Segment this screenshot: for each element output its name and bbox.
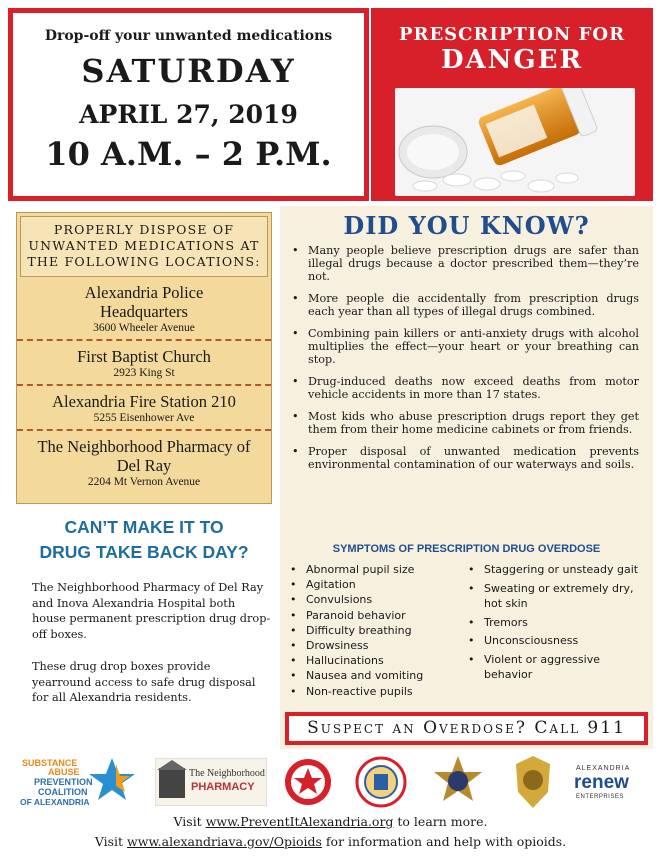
list-item: • Paranoid behavior [290, 608, 406, 622]
symptom-text: Sweating or extremely dry, hot skin [484, 581, 634, 610]
symptom-text: Non-reactive pupils [306, 684, 413, 698]
symptom-text: Unconsciousness [484, 634, 579, 648]
did-you-know-list [280, 244, 653, 471]
fact-text: Most kids who abuse prescription drugs report they get them from their home medicine cabinets or from friends. [308, 410, 639, 437]
sponsor-logos [0, 752, 661, 812]
police-badge-logo [512, 754, 554, 810]
list-item: • Staggering or unsteady gait [468, 563, 639, 576]
event-time: 10 A.M. – 2 P.M. [45, 135, 332, 173]
footer-text: for information and help with opioids. [321, 834, 567, 849]
locations-panel [16, 212, 272, 504]
logo-text: ABUSE [48, 767, 80, 777]
symptom-text: Drowsiness [306, 639, 369, 653]
list-item: • Proper disposal of unwanted medication prevents environmental contamination of our waterways and soils. [292, 444, 639, 472]
logo-text: PHARMACY [191, 781, 255, 793]
location-address: 5255 Eisenhower Ave [93, 412, 195, 424]
symptoms-title: SYMPTOMS OF PRESCRIPTION DRUG OVERDOSE [332, 543, 601, 555]
list-item: • Drowsiness [290, 639, 369, 653]
cant-make-it-line: DRUG TAKE BACK DAY? [39, 542, 249, 562]
list-item: • Many people believe prescription drugs are safer than illegal drugs because a doctor prescribed them—they’re not. [292, 244, 639, 284]
list-item: • Violent or aggressive behavior [468, 653, 600, 682]
location-name: The Neighborhood Pharmacy of Del Ray [37, 437, 251, 475]
locations-header [20, 216, 268, 277]
location-address: 2923 King St [113, 367, 175, 379]
list-item: • Convulsions [290, 593, 373, 607]
list-item: • Drug-induced deaths now exceed deaths from motor vehicle accidents in more than 17 states. [292, 375, 639, 402]
locations-header-line: PROPERLY DISPOSE OF [53, 222, 235, 237]
symptom-text: Paranoid behavior [306, 608, 406, 622]
danger-title-line2: DANGER [440, 45, 584, 75]
list-item: • Non-reactive pupils [290, 684, 413, 698]
danger-title-line1: PRESCRIPTION FOR [398, 24, 626, 45]
substance-abuse-coalition-logo [20, 754, 138, 812]
neighborhood-pharmacy-logo [155, 758, 267, 806]
logo-text: OF ALEXANDRIA [20, 797, 90, 807]
logo-text: ALEXANDRIA [576, 765, 631, 772]
location-item [17, 429, 271, 493]
symptom-text: Tremors [484, 615, 528, 629]
fact-text: Many people believe prescription drugs are safer than illegal drugs because a doctor prescribed them—they’re not. [308, 244, 639, 284]
prevent-it-link[interactable]: www.PreventItAlexandria.org [205, 814, 394, 829]
list-item: • Abnormal pupil size [290, 563, 415, 576]
location-address: 3600 Wheeler Avenue [93, 322, 195, 334]
fact-text: Combining pain killers or anti-anxiety drugs with alcohol multiplies the effect—your heart or your breathing can stop. [308, 327, 639, 367]
symptom-text: Hallucinations [306, 654, 384, 668]
list-item: • Hallucinations [290, 654, 384, 668]
event-date: APRIL 27, 2019 [79, 100, 298, 129]
location-item [17, 384, 271, 429]
list-item: • Most kids who abuse prescription drugs report they get them from their home medicine cabinets or from friends. [292, 410, 639, 437]
footer-text: Visit [173, 814, 206, 829]
locations-header-line: UNWANTED MEDICATIONS AT [28, 238, 260, 253]
cant-make-it-para1: The Neighborhood Pharmacy of Del Ray and Inova Alexandria Hospital both house permanent prescription drug drop-off boxes. [32, 581, 271, 641]
cant-make-it-title [16, 515, 272, 565]
list-item: • Difficulty breathing [290, 623, 412, 637]
logo-text: The Neighborhood [189, 768, 265, 779]
did-you-know-title: DID YOU KNOW? [343, 211, 590, 240]
symptoms-list-left [290, 562, 465, 699]
list-item: • Agitation [290, 578, 356, 592]
event-day: SATURDAY [81, 52, 296, 90]
list-item: • More people die accidentally from prescription drugs each year than all types of illegal drugs combined. [292, 292, 639, 319]
locations-header-line: THE FOLLOWING LOCATIONS: [27, 254, 261, 269]
symptom-text: Staggering or unsteady gait [484, 563, 639, 576]
list-item: • Unconsciousness [468, 634, 579, 648]
logo-text: COALITION [38, 787, 88, 797]
event-box [8, 8, 369, 201]
footer-text: Visit [94, 834, 128, 849]
logo-text: ENTERPRISES [576, 794, 624, 800]
symptoms-list-right [468, 562, 643, 686]
fact-text: Drug-induced deaths now exceed deaths from motor vehicle accidents in more than 17 states. [308, 375, 639, 402]
sheriff-star-badge-logo [432, 754, 484, 810]
location-address: 2204 Mt Vernon Avenue [87, 476, 201, 488]
footer-text: to learn more. [393, 814, 488, 829]
fire-ems-badge-logo [355, 756, 407, 808]
symptom-text: Agitation [306, 578, 356, 592]
logo-text: renew [574, 772, 629, 793]
pill-bottle-image [395, 88, 635, 196]
location-name: First Baptist Church [77, 347, 211, 366]
list-item: • Nausea and vomiting [290, 669, 424, 683]
logo-text: PREVENTION [34, 777, 93, 787]
location-item [17, 339, 271, 384]
fact-text: Proper disposal of unwanted medication prevents environmental contamination of our waterways and soils. [308, 444, 639, 472]
location-item [17, 280, 271, 339]
symptom-text: Convulsions [306, 593, 373, 607]
alexandria-renew-logo [572, 760, 644, 804]
overdose-callout: Suspect an Overdose? Call 911 [285, 712, 648, 745]
cant-make-it-line: CAN’T MAKE IT TO [64, 517, 224, 537]
opioids-link[interactable]: www.alexandriava.gov/Opioids [127, 834, 322, 849]
symptom-text: Nausea and vomiting [306, 669, 424, 683]
list-item: • Tremors [468, 615, 528, 629]
fact-text: More people die accidentally from prescription drugs each year than all types of illegal drugs combined. [308, 292, 639, 319]
list-item: • Sweating or extremely dry, hot skin [468, 581, 634, 610]
footer-line1 [0, 814, 661, 829]
symptom-text: Difficulty breathing [306, 623, 412, 637]
dropoff-text: Drop-off your unwanted medications [44, 28, 333, 44]
cant-make-it-para2: These drug drop boxes provide yearround access to safe drug disposal for all Alexandria residents. [32, 660, 256, 704]
logo-text: SUBSTANCE [22, 758, 78, 768]
fire-department-badge-logo [284, 756, 332, 808]
danger-panel [371, 8, 653, 201]
symptom-text: Violent or aggressive behavior [484, 653, 600, 682]
list-item: • Combining pain killers or anti-anxiety drugs with alcohol multiplies the effect—your heart or your breathing can stop. [292, 327, 639, 367]
did-you-know-panel [280, 206, 653, 749]
symptom-text: Abnormal pupil size [306, 563, 415, 576]
location-name: Alexandria Police Headquarters [84, 283, 204, 321]
location-name: Alexandria Fire Station 210 [52, 392, 236, 411]
footer-line2 [0, 834, 661, 849]
